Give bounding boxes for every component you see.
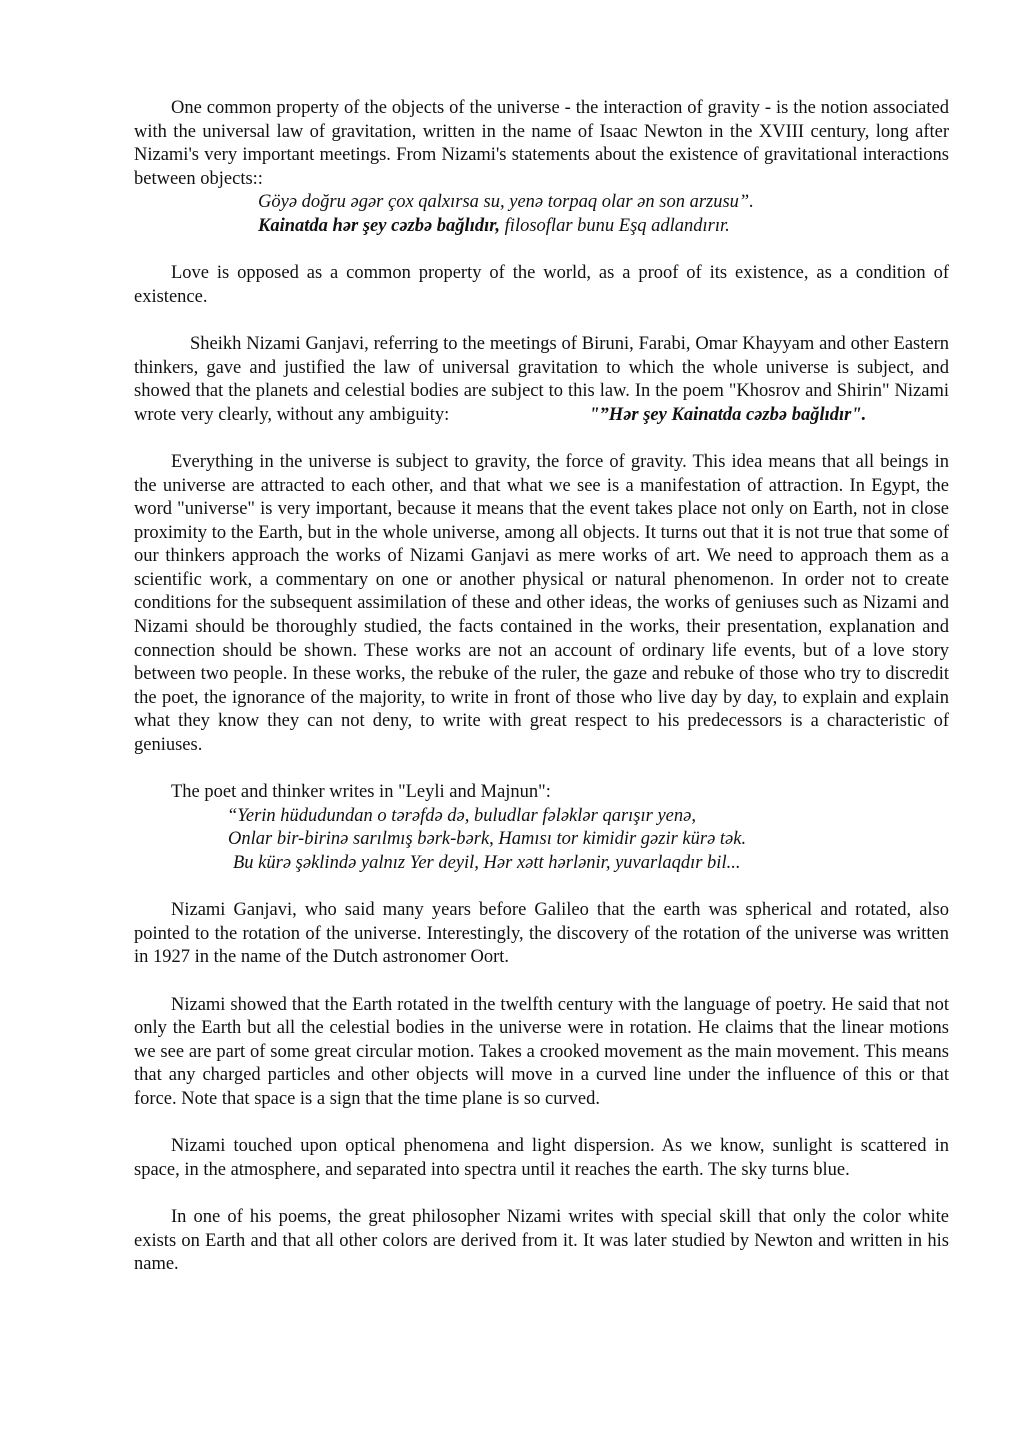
paragraph-spacer xyxy=(134,1112,949,1136)
paragraph-gravity-intro: One common property of the objects of the universe - the interaction of gravity - is the notion associated with the universal law of gravitation, written in the name of Isaac Newton in the XVIII century, long after Nizami's very important meetings. From Nizami's statements about the existence of gravitational interactions between objects:: xyxy=(134,98,949,189)
verse-line: “Yerin hüdudundan o tərəfdə də, buludlar fələklər qarışır yenə, xyxy=(227,805,696,826)
paragraph-spacer xyxy=(134,970,949,994)
paragraph-text: Sheikh Nizami Ganjavi, referring to the meetings of Biruni, Farabi, Omar Khayyam and other Eastern thinkers, gave and justified the law of universal gravitation to which the whole universe is subject, and showed that the planets and celestial bodies are subject to this law. In the poem "Khosrov and Shirin" Nizami wrote very clearly, without any ambiguity: xyxy=(134,333,949,425)
paragraph-spacer xyxy=(134,427,949,451)
paragraph-love: Love is opposed as a common property of the world, as a proof of its existence, as a condition of existence. xyxy=(134,263,949,307)
verse-rest: filosoflar bunu Eşq adlandırır. xyxy=(500,215,730,236)
verse-line xyxy=(134,215,949,239)
paragraph-spacer xyxy=(134,309,949,333)
verse-bold-phrase: Kainatda hər şey cəzbə bağlıdır, xyxy=(258,215,501,236)
inline-quote: "”Hər şey Kainatda cəzbə bağlıdır". xyxy=(589,404,867,425)
paragraph-white-color: In one of his poems, the great philosopher Nizami writes with special skill that only the color white exists on Earth and that all other colors are derived from it. It was later studied by Newton and written in his name. xyxy=(134,1206,949,1275)
paragraph-galileo: Nizami Ganjavi, who said many years before Galileo that the earth was spherical and rotated, also pointed to the rotation of the universe. Interestingly, the discovery of the rotation of the universe was written in 1927 in the name of the Dutch astronomer Oort. xyxy=(134,900,949,968)
paragraph-sheikh-nizami xyxy=(134,333,949,427)
paragraph-leyli-majnun: The poet and thinker writes in "Leyli and Majnun": xyxy=(171,782,551,803)
verse-line: Onlar bir-birinə sarılmış bərk-bərk, Hamısı tor kimidir gəzir kürə tək. xyxy=(228,829,747,850)
paragraph-spacer xyxy=(134,239,949,263)
paragraph-spacer xyxy=(134,876,949,900)
paragraph-optics: Nizami touched upon optical phenomena and light dispersion. As we know, sunlight is scattered in space, in the atmosphere, and separated into spectra until it reaches the earth. The sky turns blue. xyxy=(134,1136,949,1180)
verse-line: Bu kürə şəklində yalnız Yer deyil, Hər xətt hərlənir, yuvarlaqdır bil... xyxy=(233,853,741,873)
paragraph-spacer xyxy=(134,758,949,782)
paragraph-universe-gravity: Everything in the universe is subject to gravity, the force of gravity. This idea means that all beings in the universe are attracted to each other, and that what we see is a manifestation of attraction. In Egypt, the word "universe" is very important, because it means that the event takes place not only on Earth, not in close proximity to the Earth, but in the whole universe, among all objects. It turns out that it is not true that some of our thinkers approach the works of Nizami Ganjavi as mere works of art. We need to approach them as a scientific work, a commentary on one or another physical or natural phenomenon. In order not to create conditions for the subsequent assimilation of these and other ideas, the works of geniuses such as Nizami and Nizami should be thoroughly studied, the facts contained in the works, their presentation, explanation and connection should be shown. These works are not an account of ordinary life events, but of a love story between two people. In these works, the rebuke of the ruler, the gaze and rebuke of those who try to discredit the poet, the ignorance of the majority, to write in front of those who live day by day, to explain and explain what they know they can not deny, to write with great respect to his predecessors is a characteristic of geniuses. xyxy=(134,451,949,756)
paragraph-earth-rotation: Nizami showed that the Earth rotated in the twelfth century with the language of poetry. He said that not only the Earth but all the celestial bodies in the universe were in rotation. He claims that the linear motions we see are part of some great circular motion. Takes a crooked movement as the main movement. This means that any charged particles and other objects will move in a curved line under the influence of this or that force. Note that space is a sign that the time plane is so curved. xyxy=(134,994,949,1109)
verse-line: Göyə doğru əgər çox qalxırsa su, yenə torpaq olar ən son arzusu”. xyxy=(258,192,754,213)
paragraph-spacer xyxy=(134,1182,949,1206)
